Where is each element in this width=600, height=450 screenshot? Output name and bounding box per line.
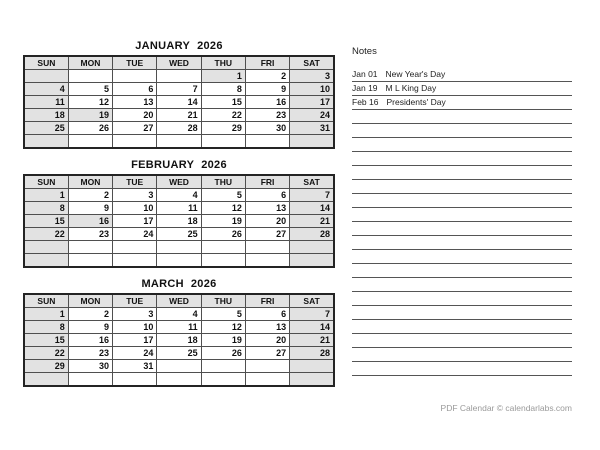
note-line bbox=[352, 110, 572, 124]
weekday-header-row bbox=[24, 56, 334, 70]
empty-day-cell bbox=[157, 241, 201, 254]
day-cell: 13 bbox=[245, 321, 289, 334]
notes-lines bbox=[352, 68, 572, 376]
day-cell: 24 bbox=[113, 347, 157, 360]
day-cell: 8 bbox=[24, 321, 68, 334]
note-line bbox=[352, 250, 572, 264]
week-row bbox=[24, 135, 334, 149]
empty-day-cell bbox=[290, 241, 334, 254]
week-row bbox=[24, 228, 334, 241]
day-cell: 10 bbox=[113, 202, 157, 215]
week-row bbox=[24, 109, 334, 122]
empty-day-cell bbox=[113, 135, 157, 149]
note-label: M L King Day bbox=[385, 83, 437, 93]
note-entry bbox=[352, 68, 572, 82]
day-cell: 30 bbox=[245, 122, 289, 135]
day-cell: 3 bbox=[113, 189, 157, 202]
day-cell: 22 bbox=[24, 347, 68, 360]
day-cell: 6 bbox=[113, 83, 157, 96]
day-cell: 27 bbox=[245, 228, 289, 241]
empty-day-cell bbox=[157, 135, 201, 149]
day-cell: 3 bbox=[113, 308, 157, 321]
weekday-header: MON bbox=[68, 175, 112, 189]
day-cell: 21 bbox=[290, 215, 334, 228]
weekday-header-row bbox=[24, 294, 334, 308]
weekday-header: THU bbox=[201, 56, 245, 70]
empty-day-cell bbox=[68, 70, 112, 83]
weekday-header: SAT bbox=[290, 175, 334, 189]
footer-credit: PDF Calendar © calendarlabs.com bbox=[440, 403, 572, 413]
empty-day-cell bbox=[245, 360, 289, 373]
weekday-header: WED bbox=[157, 56, 201, 70]
note-line bbox=[352, 152, 572, 166]
note-line bbox=[352, 292, 572, 306]
empty-day-cell bbox=[24, 373, 68, 387]
day-cell: 19 bbox=[201, 334, 245, 347]
note-date: Jan 01 bbox=[352, 69, 378, 79]
empty-day-cell bbox=[113, 373, 157, 387]
day-cell: 17 bbox=[290, 96, 334, 109]
month-grid bbox=[23, 174, 335, 268]
empty-day-cell bbox=[290, 135, 334, 149]
month-calendar bbox=[23, 40, 335, 149]
day-cell: 11 bbox=[24, 96, 68, 109]
note-date: Jan 19 bbox=[352, 83, 378, 93]
day-cell: 6 bbox=[245, 189, 289, 202]
empty-day-cell bbox=[245, 254, 289, 268]
day-cell: 12 bbox=[201, 321, 245, 334]
note-line bbox=[352, 124, 572, 138]
weekday-header: WED bbox=[157, 294, 201, 308]
weekday-header: SUN bbox=[24, 56, 68, 70]
day-cell: 23 bbox=[245, 109, 289, 122]
day-cell: 7 bbox=[290, 189, 334, 202]
empty-day-cell bbox=[201, 373, 245, 387]
day-cell: 21 bbox=[157, 109, 201, 122]
month-grid bbox=[23, 55, 335, 149]
month-calendar bbox=[23, 159, 335, 268]
empty-day-cell bbox=[290, 254, 334, 268]
empty-day-cell bbox=[113, 70, 157, 83]
day-cell: 29 bbox=[201, 122, 245, 135]
empty-day-cell bbox=[157, 360, 201, 373]
day-cell: 15 bbox=[24, 334, 68, 347]
week-row bbox=[24, 321, 334, 334]
empty-day-cell bbox=[201, 360, 245, 373]
week-row bbox=[24, 96, 334, 109]
day-cell: 19 bbox=[68, 109, 112, 122]
day-cell: 2 bbox=[68, 189, 112, 202]
day-cell: 13 bbox=[245, 202, 289, 215]
note-line bbox=[352, 278, 572, 292]
weekday-header: SUN bbox=[24, 175, 68, 189]
weekday-header: SUN bbox=[24, 294, 68, 308]
week-row bbox=[24, 373, 334, 387]
day-cell: 10 bbox=[113, 321, 157, 334]
day-cell: 23 bbox=[68, 347, 112, 360]
notes-heading: Notes bbox=[352, 46, 377, 57]
month-year: 2026 bbox=[190, 278, 217, 290]
day-cell: 26 bbox=[201, 228, 245, 241]
note-line bbox=[352, 306, 572, 320]
day-cell: 9 bbox=[68, 202, 112, 215]
weekday-header-row bbox=[24, 175, 334, 189]
day-cell: 16 bbox=[68, 334, 112, 347]
day-cell: 1 bbox=[24, 308, 68, 321]
day-cell: 24 bbox=[113, 228, 157, 241]
day-cell: 31 bbox=[113, 360, 157, 373]
day-cell: 29 bbox=[24, 360, 68, 373]
day-cell: 2 bbox=[245, 70, 289, 83]
weekday-header: THU bbox=[201, 175, 245, 189]
note-entry bbox=[352, 96, 572, 110]
empty-day-cell bbox=[245, 135, 289, 149]
day-cell: 17 bbox=[113, 215, 157, 228]
day-cell: 17 bbox=[113, 334, 157, 347]
month-name: FEBRUARY bbox=[131, 159, 195, 171]
empty-day-cell bbox=[290, 373, 334, 387]
day-cell: 19 bbox=[201, 215, 245, 228]
day-cell: 13 bbox=[113, 96, 157, 109]
day-cell: 23 bbox=[68, 228, 112, 241]
day-cell: 14 bbox=[290, 321, 334, 334]
notes-panel bbox=[352, 46, 572, 376]
note-line bbox=[352, 222, 572, 236]
weekday-header: WED bbox=[157, 175, 201, 189]
note-line bbox=[352, 138, 572, 152]
day-cell: 2 bbox=[68, 308, 112, 321]
week-row bbox=[24, 360, 334, 373]
day-cell: 18 bbox=[157, 215, 201, 228]
day-cell: 22 bbox=[24, 228, 68, 241]
note-label: Presidents' Day bbox=[386, 97, 446, 107]
day-cell: 28 bbox=[157, 122, 201, 135]
week-row bbox=[24, 334, 334, 347]
day-cell: 27 bbox=[113, 122, 157, 135]
note-line bbox=[352, 320, 572, 334]
note-line bbox=[352, 334, 572, 348]
note-line bbox=[352, 194, 572, 208]
week-row bbox=[24, 241, 334, 254]
note-line bbox=[352, 264, 572, 278]
empty-day-cell bbox=[157, 373, 201, 387]
weekday-header: FRI bbox=[245, 175, 289, 189]
week-row bbox=[24, 83, 334, 96]
day-cell: 31 bbox=[290, 122, 334, 135]
month-grid bbox=[23, 293, 335, 387]
day-cell: 1 bbox=[201, 70, 245, 83]
day-cell: 28 bbox=[290, 228, 334, 241]
week-row bbox=[24, 202, 334, 215]
day-cell: 18 bbox=[157, 334, 201, 347]
day-cell: 27 bbox=[245, 347, 289, 360]
month-title bbox=[23, 278, 335, 291]
note-entry bbox=[352, 82, 572, 96]
week-row bbox=[24, 70, 334, 83]
empty-day-cell bbox=[113, 254, 157, 268]
month-name: MARCH bbox=[141, 278, 184, 290]
empty-day-cell bbox=[201, 254, 245, 268]
day-cell: 24 bbox=[290, 109, 334, 122]
note-line bbox=[352, 236, 572, 250]
day-cell: 11 bbox=[157, 202, 201, 215]
empty-day-cell bbox=[24, 254, 68, 268]
day-cell: 20 bbox=[245, 334, 289, 347]
empty-day-cell bbox=[68, 241, 112, 254]
week-row bbox=[24, 122, 334, 135]
day-cell: 20 bbox=[245, 215, 289, 228]
note-line bbox=[352, 348, 572, 362]
weekday-header: MON bbox=[68, 294, 112, 308]
month-title bbox=[23, 159, 335, 172]
note-line bbox=[352, 208, 572, 222]
day-cell: 25 bbox=[157, 347, 201, 360]
weekday-header: TUE bbox=[113, 294, 157, 308]
weekday-header: SAT bbox=[290, 56, 334, 70]
day-cell: 10 bbox=[290, 83, 334, 96]
weekday-header: MON bbox=[68, 56, 112, 70]
empty-day-cell bbox=[24, 241, 68, 254]
day-cell: 8 bbox=[201, 83, 245, 96]
weekday-header: SAT bbox=[290, 294, 334, 308]
day-cell: 7 bbox=[290, 308, 334, 321]
week-row bbox=[24, 215, 334, 228]
note-label: New Year's Day bbox=[385, 69, 446, 79]
day-cell: 4 bbox=[157, 189, 201, 202]
day-cell: 26 bbox=[68, 122, 112, 135]
note-date: Feb 16 bbox=[352, 97, 379, 107]
day-cell: 12 bbox=[201, 202, 245, 215]
day-cell: 20 bbox=[113, 109, 157, 122]
month-name: JANUARY bbox=[135, 40, 191, 52]
month-calendar bbox=[23, 278, 335, 387]
weekday-header: TUE bbox=[113, 56, 157, 70]
week-row bbox=[24, 254, 334, 268]
weekday-header: TUE bbox=[113, 175, 157, 189]
day-cell: 18 bbox=[24, 109, 68, 122]
empty-day-cell bbox=[157, 70, 201, 83]
empty-day-cell bbox=[157, 254, 201, 268]
day-cell: 16 bbox=[68, 215, 112, 228]
empty-day-cell bbox=[201, 241, 245, 254]
day-cell: 3 bbox=[290, 70, 334, 83]
day-cell: 16 bbox=[245, 96, 289, 109]
day-cell: 14 bbox=[290, 202, 334, 215]
empty-day-cell bbox=[68, 135, 112, 149]
empty-day-cell bbox=[201, 135, 245, 149]
empty-day-cell bbox=[290, 360, 334, 373]
day-cell: 9 bbox=[68, 321, 112, 334]
empty-day-cell bbox=[24, 135, 68, 149]
day-cell: 9 bbox=[245, 83, 289, 96]
day-cell: 5 bbox=[68, 83, 112, 96]
empty-day-cell bbox=[24, 70, 68, 83]
week-row bbox=[24, 347, 334, 360]
day-cell: 1 bbox=[24, 189, 68, 202]
weekday-header: FRI bbox=[245, 294, 289, 308]
day-cell: 5 bbox=[201, 308, 245, 321]
day-cell: 11 bbox=[157, 321, 201, 334]
weekday-header: THU bbox=[201, 294, 245, 308]
note-line bbox=[352, 166, 572, 180]
day-cell: 28 bbox=[290, 347, 334, 360]
day-cell: 15 bbox=[201, 96, 245, 109]
day-cell: 8 bbox=[24, 202, 68, 215]
calendar-column bbox=[23, 40, 335, 397]
note-line bbox=[352, 180, 572, 194]
day-cell: 21 bbox=[290, 334, 334, 347]
week-row bbox=[24, 308, 334, 321]
empty-day-cell bbox=[245, 373, 289, 387]
day-cell: 25 bbox=[157, 228, 201, 241]
week-row bbox=[24, 189, 334, 202]
day-cell: 5 bbox=[201, 189, 245, 202]
month-title bbox=[23, 40, 335, 53]
note-line bbox=[352, 362, 572, 376]
month-year: 2026 bbox=[201, 159, 227, 171]
day-cell: 4 bbox=[24, 83, 68, 96]
day-cell: 4 bbox=[157, 308, 201, 321]
day-cell: 7 bbox=[157, 83, 201, 96]
empty-day-cell bbox=[113, 241, 157, 254]
month-year: 2026 bbox=[197, 40, 223, 52]
day-cell: 6 bbox=[245, 308, 289, 321]
empty-day-cell bbox=[68, 373, 112, 387]
day-cell: 14 bbox=[157, 96, 201, 109]
day-cell: 15 bbox=[24, 215, 68, 228]
weekday-header: FRI bbox=[245, 56, 289, 70]
day-cell: 26 bbox=[201, 347, 245, 360]
day-cell: 12 bbox=[68, 96, 112, 109]
empty-day-cell bbox=[245, 241, 289, 254]
day-cell: 30 bbox=[68, 360, 112, 373]
day-cell: 25 bbox=[24, 122, 68, 135]
empty-day-cell bbox=[68, 254, 112, 268]
day-cell: 22 bbox=[201, 109, 245, 122]
